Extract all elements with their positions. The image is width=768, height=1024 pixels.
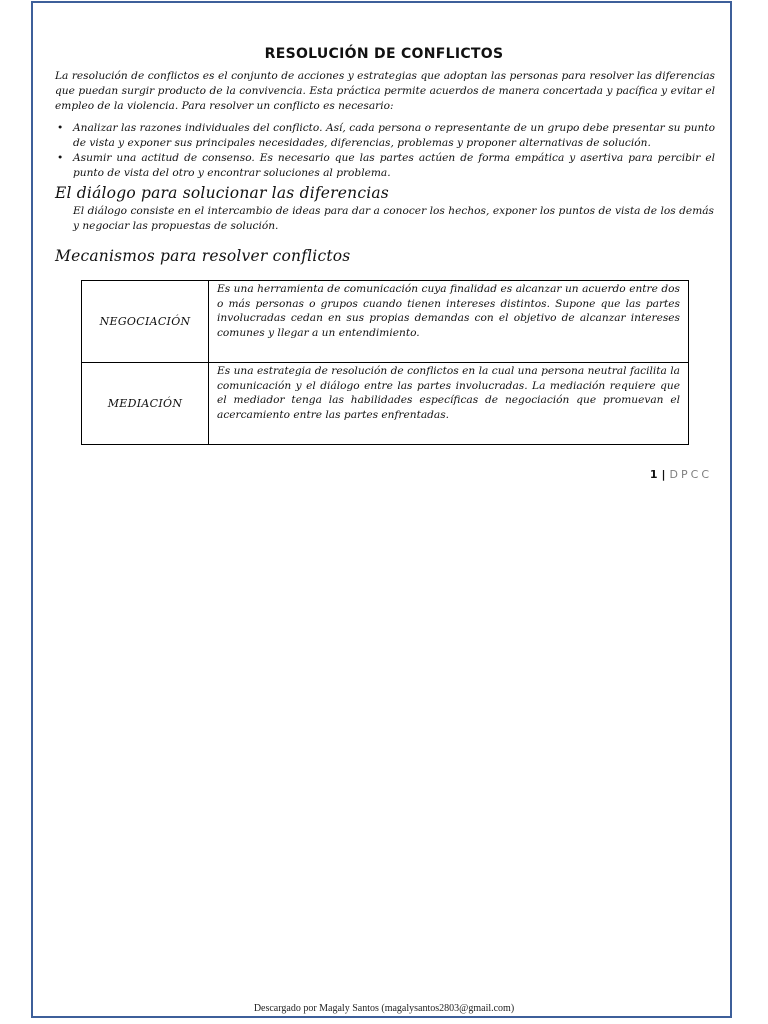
table-cell-definition: Es una estrategia de resolución de conflictos en la cual una persona neutral facilita la comunicación y el diálogo entre las partes involucradas. La mediación requiere que el mediador tenga las habilidades específicas de negociación que promuevan el acercamiento entre las partes enfrentadas. (209, 363, 689, 445)
page-label: DPCC (669, 468, 712, 481)
table-cell-definition: Es una herramienta de comunicación cuya finalidad es alcanzar un acuerdo entre dos o más personas o grupos cuando tienen intereses distintos. Supone que las partes involucradas cedan en sus propias demandas con el objetivo de alcanzar intereses comunes y llegar a un entendimiento. (209, 281, 689, 363)
list-item-text: Analizar las razones individuales del conflicto. Así, cada persona o representante de un grupo debe presentar su punto de vista y exponer sus principales necesidades, diferencias, problemas y proponer alternativas de solución. (73, 122, 715, 149)
requirements-list (55, 121, 715, 181)
list-item (55, 151, 715, 181)
bullet-icon: • (57, 122, 64, 134)
intro-paragraph: La resolución de conflictos es el conjunto de acciones y estrategias que adoptan las personas para resolver las diferencias que puedan surgir producto de la convivencia. Esta práctica permite acuerdos de manera concertada y pacífica y evitar el empleo de la violencia. Para resolver un conflicto es necesario: (55, 70, 715, 112)
list-item (55, 121, 715, 151)
dialogo-paragraph: El diálogo consiste en el intercambio de ideas para dar a conocer los hechos, exponer los puntos de vista de los demás y negociar las propuestas de solución. (73, 205, 714, 232)
table-row (82, 363, 689, 445)
page-title: RESOLUCIÓN DE CONFLICTOS (264, 46, 504, 62)
table-cell-term: NEGOCIACIÓN (82, 281, 209, 363)
download-footer: Descargado por Magaly Santos (magalysantos2803@gmail.com) (253, 1003, 515, 1014)
page-number-value: 1 (649, 468, 658, 481)
section-heading-dialogo: El diálogo para solucionar las diferencias (55, 184, 389, 202)
table-cell-term: MEDIACIÓN (82, 363, 209, 445)
table-row (82, 281, 689, 363)
list-item-text: Asumir una actitud de consenso. Es necesario que las partes actúen de forma empática y asertiva para percibir el punto de vista del otro y encontrar soluciones al problema. (73, 152, 715, 179)
page-number-separator: | (661, 468, 666, 481)
bullet-icon: • (57, 152, 64, 164)
mechanisms-table (81, 280, 689, 445)
section-heading-mecanismos: Mecanismos para resolver conflictos (55, 247, 351, 265)
page-number (650, 468, 712, 481)
